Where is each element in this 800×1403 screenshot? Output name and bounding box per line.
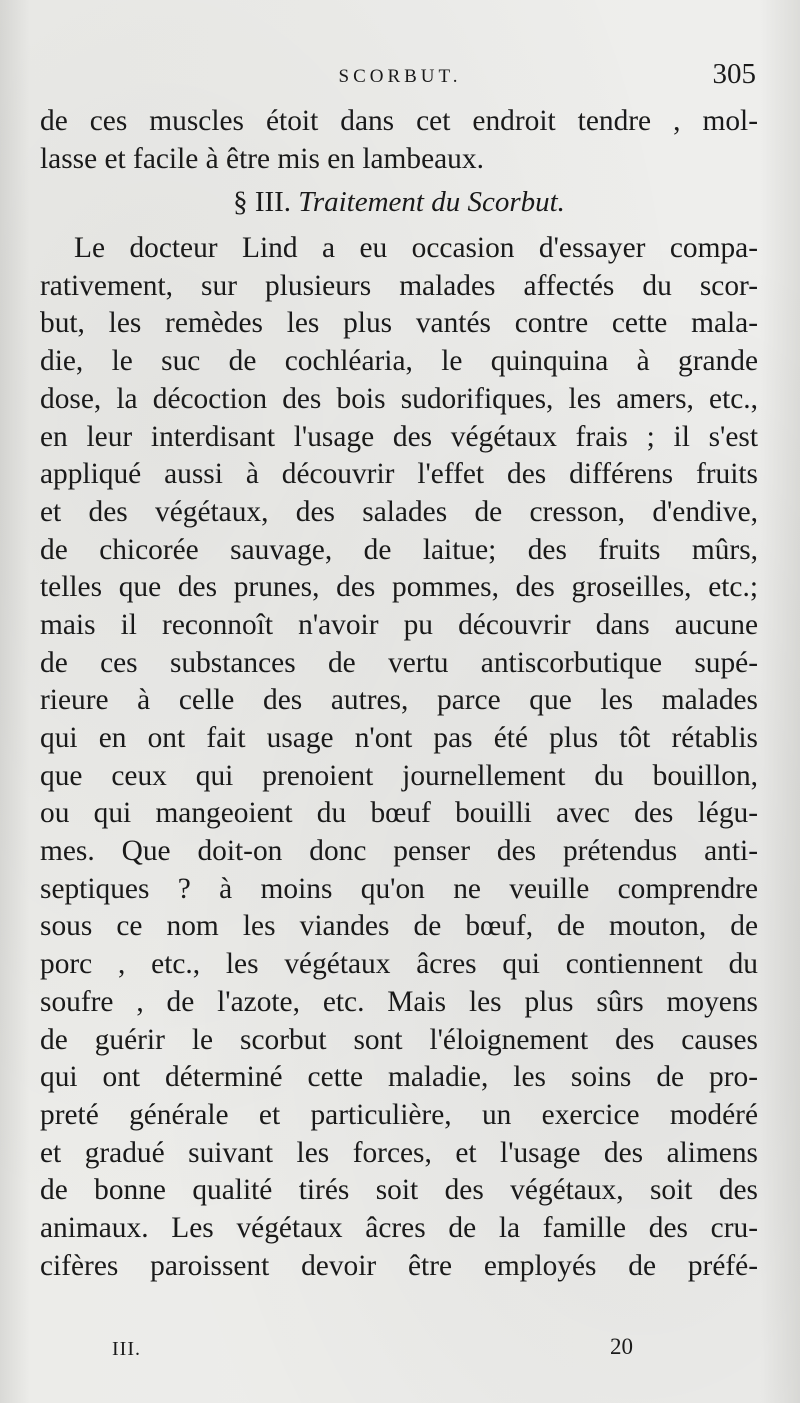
text-line: appliqué aussi à découvrir l'effet des différens fruits [40, 458, 758, 491]
text-line: mes. Que doit-on donc penser des prétendus anti- [40, 835, 758, 868]
text-line: but, les remèdes les plus vantés contre cette mala- [40, 307, 758, 340]
body-text [40, 103, 758, 1285]
text-line: mais il reconnoît n'avoir pu découvrir dans aucune [40, 608, 758, 641]
text-line: et gradué suivant les forces, et l'usage des alimens [40, 1136, 758, 1169]
page-number: 305 [712, 58, 756, 90]
text-line: septiques ? à moins qu'on ne veuille comprendre [40, 872, 758, 905]
text-line: porc , etc., les végétaux âcres qui contiennent du [40, 948, 758, 981]
text-line: telles que des prunes, des pommes, des groseilles, etc.; [40, 571, 758, 604]
text-line: en leur interdisant l'usage des végétaux frais ; il s'est [40, 420, 758, 453]
text-line: soufre , de l'azote, etc. Mais les plus sûrs moyens [40, 985, 758, 1018]
text-line: qui ont déterminé cette maladie, les soins de pro- [40, 1061, 758, 1094]
text-line: de bonne qualité tirés soit des végétaux, soit des [40, 1174, 758, 1207]
text-line: que ceux qui prenoient journellement du bouillon, [40, 759, 758, 792]
running-title: SCORBUT. [338, 66, 462, 87]
signature-mark: III. [112, 1338, 141, 1360]
text-line: de guérir le scorbut sont l'éloignement des causes [40, 1023, 758, 1056]
text-line: de ces muscles étoit dans cet endroit tendre , mol- [40, 105, 758, 137]
text-line: preté générale et particulière, un exercice modéré [40, 1098, 758, 1131]
text-line: qui en ont fait usage n'ont pas été plus tôt rétablis [40, 722, 758, 754]
text-line: cifères paroissent devoir être employés de préfé- [40, 1249, 758, 1282]
section-title: Traitement du Scorbut. [298, 186, 565, 219]
text-line: lasse et facile à être mis en lambeaux. [40, 142, 484, 175]
text-line: die, le suc de cochléaria, le quinquina à grande [40, 345, 758, 378]
text-line: Le docteur Lind a eu occasion d'essayer compa- [74, 232, 758, 265]
text-line: ou qui mangeoient du bœuf bouilli avec des légu- [40, 797, 758, 830]
page-footer [40, 1334, 760, 1368]
text-line: rativement, sur plusieurs malades affectés du scor- [40, 269, 758, 302]
section-heading [40, 184, 758, 222]
text-line: de ces substances de vertu antiscorbutique supé- [40, 646, 758, 679]
sheet-number: 20 [610, 1334, 633, 1359]
text-line: et des végétaux, des salades de cresson, d'endive, [40, 495, 758, 528]
text-line: animaux. Les végétaux âcres de la famille des cru- [40, 1211, 758, 1244]
text-line: rieure à celle des autres, parce que les malades [40, 684, 758, 717]
text-line: sous ce nom les viandes de bœuf, de mouton, de [40, 910, 758, 943]
running-head [40, 58, 760, 98]
text-line: dose, la décoction des bois sudorifiques, les amers, etc., [40, 382, 758, 415]
section-number: § III. [233, 186, 292, 219]
text-line: de chicorée sauvage, de laitue; des fruits mûrs, [40, 533, 758, 566]
